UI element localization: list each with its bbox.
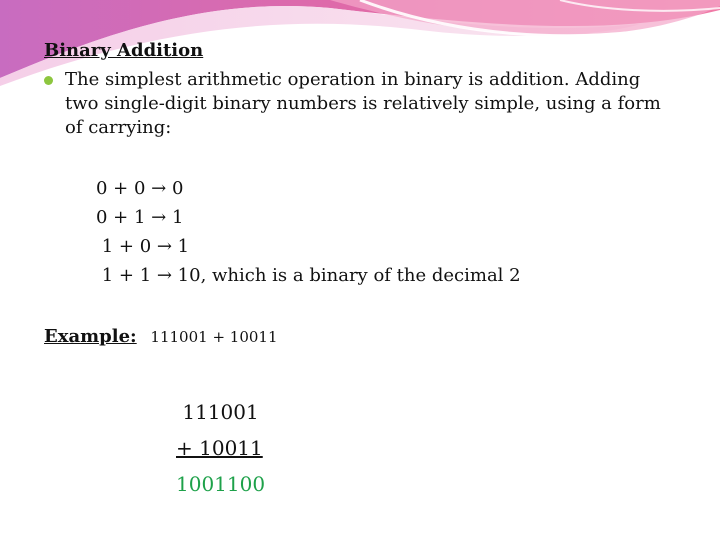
bullet-text: The simplest arithmetic operation in binary is addition. Adding two single-digit binary numbers is relatively simple, using a form of carrying:	[65, 69, 661, 138]
addition-rules	[96, 174, 521, 290]
calculation-result: 1001100	[176, 472, 266, 496]
example-expression: 111001 + 10011	[150, 328, 278, 346]
slide-title: Binary Addition	[44, 40, 204, 61]
bullet-icon	[44, 76, 53, 85]
bullet-paragraph	[44, 68, 674, 140]
example-line	[44, 326, 278, 347]
operand-2: + 10011	[176, 436, 263, 460]
example-label: Example:	[44, 326, 137, 347]
rule-line: 0 + 1 → 1	[96, 207, 184, 228]
rule-line: 1 + 0 → 1	[96, 236, 190, 257]
operand-1: 111001	[176, 400, 259, 424]
worked-calculation	[176, 394, 265, 502]
rule-line: 0 + 0 → 0	[96, 178, 184, 199]
rule-line: 1 + 1 → 10, which is a binary of the decimal 2	[96, 265, 521, 286]
